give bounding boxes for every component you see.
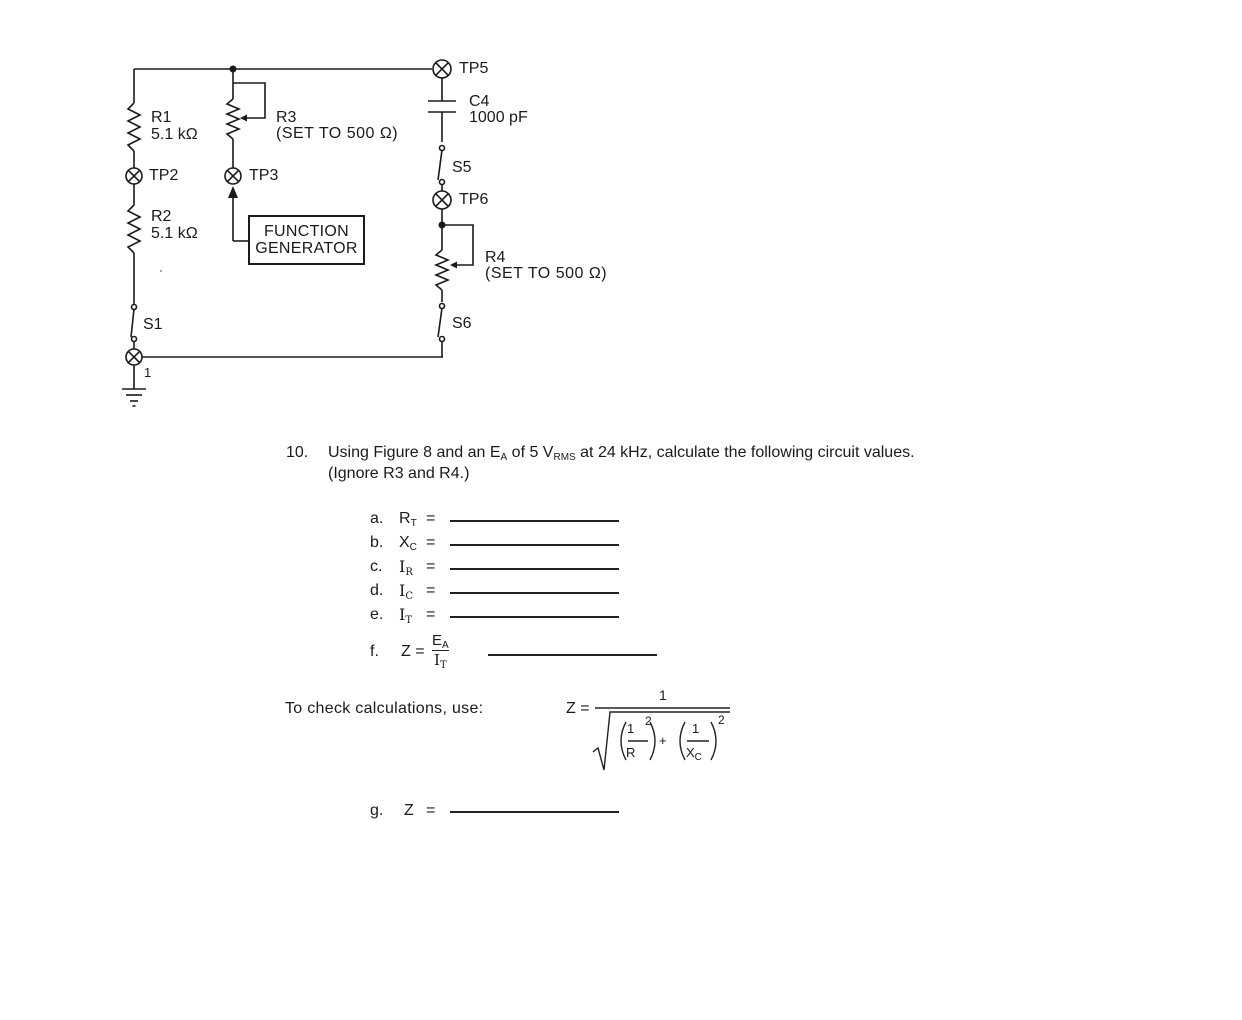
check-text: To check calculations, use: <box>285 700 484 717</box>
item-equals: = <box>426 582 436 599</box>
tp2-label: TP2 <box>149 167 179 184</box>
item-f-label: f. <box>370 643 379 660</box>
s5-switch-icon <box>438 146 445 185</box>
item-g-lhs: Z <box>404 802 414 819</box>
item-symbol: $I_T$ <box>399 605 412 626</box>
item-label: c. <box>370 558 383 575</box>
r3-potentiometer <box>227 99 239 139</box>
check-exp-a: 2 <box>645 714 652 728</box>
r3-setting: (SET TO 500 Ω) <box>276 125 399 142</box>
r4-potentiometer <box>436 250 448 290</box>
s1-switch-icon <box>131 290 137 342</box>
item-f-fraction: $E_A$ $I_T$ <box>432 632 449 671</box>
c4-label: C4 <box>469 93 490 110</box>
function-generator-box <box>248 215 365 265</box>
r1-value: 5.1 kΩ <box>151 126 198 143</box>
check-lhs: Z = <box>566 700 590 717</box>
r2-label: R2 <box>151 208 172 225</box>
item-f-lhs: Z = <box>401 643 425 660</box>
item-label: b. <box>370 534 384 551</box>
check-xc: $X_C$ <box>686 745 702 763</box>
item-equals: = <box>426 606 436 623</box>
tp6-label: TP6 <box>459 191 489 208</box>
check-plus: + <box>659 733 667 748</box>
tp2-testpoint-icon <box>126 168 142 184</box>
r4-label: R4 <box>485 249 506 266</box>
item-g-answer-line[interactable] <box>450 811 619 813</box>
item-symbol: $I_R$ <box>399 557 413 578</box>
tp1-testpoint-icon <box>126 349 142 365</box>
item-symbol: $I_C$ <box>399 581 413 602</box>
item-label: e. <box>370 606 384 623</box>
question-number: 10. <box>286 444 309 461</box>
item-symbol: $R_T$ <box>399 510 417 529</box>
r3-label: R3 <box>276 109 297 126</box>
r2-value: 5.1 kΩ <box>151 225 198 242</box>
tp3-label: TP3 <box>249 167 279 184</box>
r4-setting: (SET TO 500 Ω) <box>485 265 608 282</box>
item-answer-line[interactable] <box>450 568 619 570</box>
c4-capacitor-icon <box>428 101 456 112</box>
function-generator-line2: GENERATOR <box>255 240 358 257</box>
tp6-testpoint-icon <box>433 191 451 209</box>
s5-label: S5 <box>452 159 472 176</box>
question-text: Using Figure 8 and an $E_A$ of 5 $V_{RMS}$ at 24 kHz, calculate the following circuit values. <box>328 444 915 463</box>
s6-switch-icon <box>438 304 445 342</box>
check-exp-b: 2 <box>718 713 725 727</box>
question-note: (Ignore R3 and R4.) <box>328 465 470 482</box>
item-label: a. <box>370 510 384 527</box>
check-one-b: 1 <box>692 721 700 736</box>
ground-icon <box>122 365 146 406</box>
check-one-a: 1 <box>627 721 635 736</box>
item-f-answer-line[interactable] <box>488 654 657 656</box>
item-answer-line[interactable] <box>450 616 619 618</box>
tp1-label: 1 <box>144 365 152 380</box>
tp5-testpoint-icon <box>433 60 451 78</box>
function-generator-line1: FUNCTION <box>263 223 350 240</box>
check-r: R <box>626 745 636 760</box>
item-answer-line[interactable] <box>450 592 619 594</box>
item-symbol: $X_C$ <box>399 534 417 553</box>
r1-resistor <box>128 103 140 151</box>
item-g-label: g. <box>370 802 384 819</box>
tp5-label: TP5 <box>459 60 489 77</box>
check-numerator: 1 <box>659 687 667 703</box>
s1-label: S1 <box>143 316 163 333</box>
item-label: d. <box>370 582 384 599</box>
c4-value: 1000 pF <box>469 109 528 126</box>
s6-label: S6 <box>452 315 472 332</box>
item-answer-line[interactable] <box>450 520 619 522</box>
item-equals: = <box>426 534 436 551</box>
item-equals: = <box>426 558 436 575</box>
r1-label: R1 <box>151 109 172 126</box>
r2-resistor <box>128 205 140 253</box>
tp3-testpoint-icon <box>225 168 241 184</box>
item-equals: = <box>426 510 436 527</box>
item-answer-line[interactable] <box>450 544 619 546</box>
item-g-eq: = <box>426 802 436 819</box>
